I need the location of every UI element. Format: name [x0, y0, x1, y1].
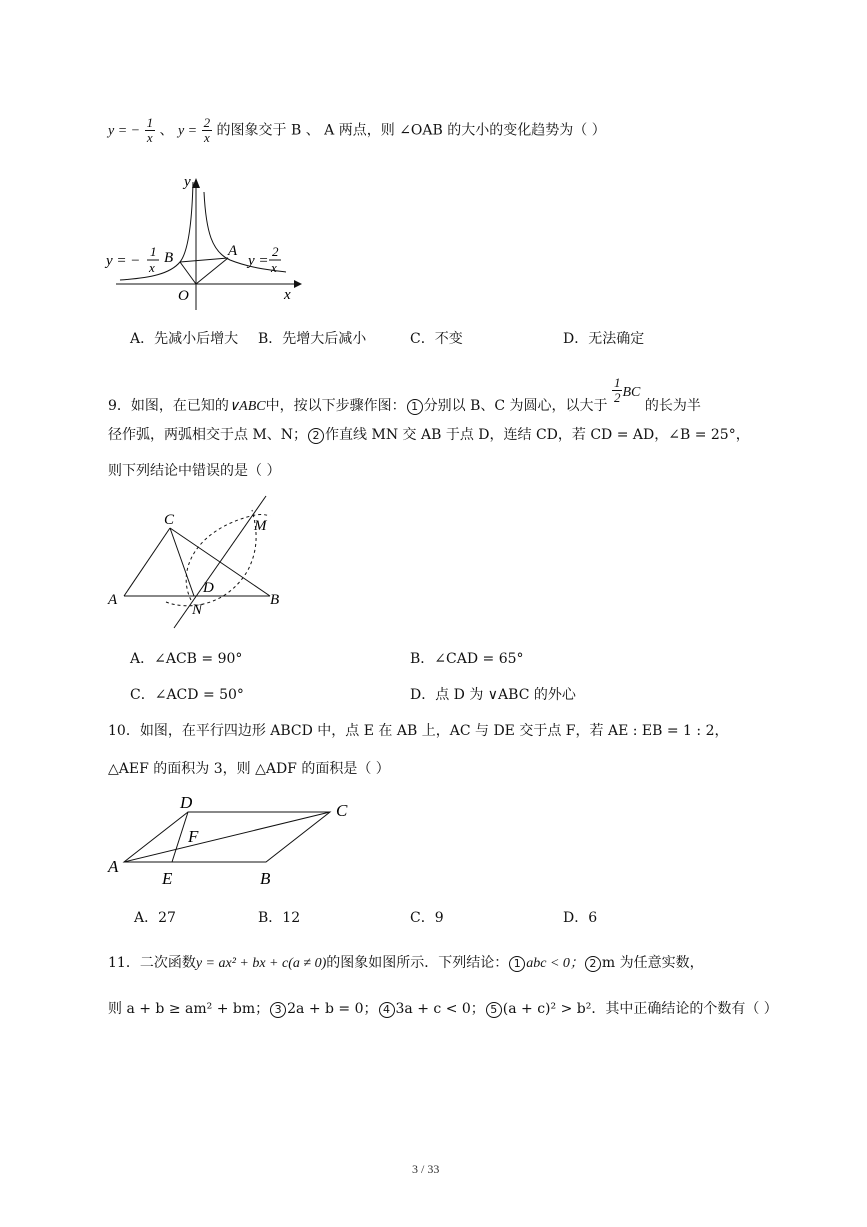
- q8-text: 的图象交于 B 、 A 两点，则 ∠OAB 的大小的变化趋势为（ ）: [216, 122, 606, 139]
- q10-label-A: A: [108, 857, 119, 876]
- q8-label-y: y: [184, 174, 191, 190]
- q8-right-num: 2: [272, 244, 279, 259]
- q11-line1: 11．二次函数y = ax² + bx + c(a ≠ 0)的图象如图所示．下列结论： 1 abc < 0； 2 m 为任意实数，: [108, 955, 704, 971]
- q9-line2: 径作弧，两弧相交于点 M、N； 2 作直线 MN 交 AB 于点 D，连结 CD，若 CD = AD，∠B = 25°，: [108, 427, 750, 443]
- q11-circle-2: 2: [585, 956, 601, 972]
- q8-right-den: x: [271, 260, 277, 275]
- q11-circle-1: 1: [509, 956, 525, 972]
- q9-label-N: N: [192, 602, 203, 618]
- q9-half-frac: $\frac{1}{2}$: [613, 375, 621, 405]
- q10-option-c[interactable]: C．9: [410, 910, 444, 926]
- q9-label-M: M: [254, 518, 267, 534]
- q9-circle-1: 1: [407, 399, 423, 415]
- q9-label-B: B: [270, 592, 280, 608]
- q9-triangle: ∨ABC: [228, 399, 266, 414]
- q10-option-a[interactable]: A．27: [134, 910, 176, 926]
- q8-eq1-frac: $\frac{1}{x}$: [146, 115, 154, 145]
- q10-line2: △AEF 的面积为 3，则 △ADF 的面积是（ ）: [108, 761, 390, 777]
- q8-stem: y = − $\frac{1}{x}$ 、 y = $\frac{2}{x}$ 的图象交于 B 、 A 两点，则 ∠OAB 的大小的变化趋势为（ ）: [108, 115, 606, 145]
- q9-figure: [106, 490, 291, 630]
- q8-figure: [100, 172, 305, 312]
- q8-option-b[interactable]: B．先增大后减小: [258, 331, 367, 347]
- q8-eq2-frac: $\frac{2}{x}$: [203, 115, 211, 145]
- q8-label-O: O: [178, 288, 189, 304]
- q10-label-F: F: [188, 827, 199, 846]
- q10-option-b[interactable]: B．12: [258, 910, 301, 926]
- q8-option-c[interactable]: C．不变: [410, 331, 463, 347]
- q9-circle-2: 2: [308, 428, 324, 444]
- q8-label-x: x: [284, 287, 291, 303]
- page-number: 3 / 33: [412, 1162, 440, 1176]
- q10-label-C: C: [336, 801, 348, 820]
- q10-label-D: D: [180, 793, 193, 812]
- q11-circle-5: 5: [486, 1002, 502, 1018]
- q9-line1: 9．如图，在已知的∨ABC中，按以下步骤作图： 1 分别以 B、C 为圆心，以大于 $\frac{1}{2}$ BC 的长为半: [108, 375, 701, 414]
- q8-option-a[interactable]: A．先减小后增大: [130, 331, 239, 347]
- q10-label-B: B: [260, 869, 271, 888]
- q11-function: y = ax² + bx + c(a ≠ 0): [195, 956, 327, 971]
- q8-left-eq: y = −: [106, 253, 141, 269]
- q9-option-c[interactable]: C．∠ACD = 50°: [130, 687, 244, 703]
- q10-option-d[interactable]: D．6: [563, 910, 598, 926]
- q9-label-A: A: [108, 592, 118, 608]
- q10-label-E: E: [162, 869, 173, 888]
- q8-label-B: B: [164, 250, 174, 266]
- q9-option-a[interactable]: A．∠ACB = 90°: [130, 651, 243, 667]
- q8-left-num: 1: [150, 244, 157, 259]
- q8-eq1-lhs: y = −: [108, 123, 141, 139]
- q10-line1: 10．如图，在平行四边形 ABCD 中，点 E 在 AB 上，AC 与 DE 交于点 F，若 AE : EB = 1 : 2，: [108, 723, 729, 739]
- q9-label-C: C: [164, 512, 175, 528]
- q11-circle-3: 3: [270, 1002, 286, 1018]
- q11-line2: 则 a + b ≥ am² + bm； 3 2a + b = 0； 4 3a + c < 0； 5 (a + c)² > b²．其中正确结论的个数有（ ）: [108, 1001, 778, 1017]
- q9-option-d[interactable]: D．点 D 为 ∨ABC 的外心: [410, 687, 576, 703]
- q8-label-A: A: [228, 243, 238, 259]
- q11-circle-4: 4: [379, 1002, 395, 1018]
- q8-right-eq: y =: [248, 253, 269, 269]
- q9-line3: 则下列结论中错误的是（ ）: [108, 463, 281, 479]
- q10-figure: [104, 792, 364, 892]
- q9-option-b[interactable]: B．∠CAD = 65°: [410, 651, 524, 667]
- q8-left-den: x: [149, 260, 155, 275]
- q9-label-D: D: [203, 580, 214, 596]
- q8-eq2-lhs: y =: [177, 123, 198, 139]
- q8-option-d[interactable]: D．无法确定: [563, 331, 645, 347]
